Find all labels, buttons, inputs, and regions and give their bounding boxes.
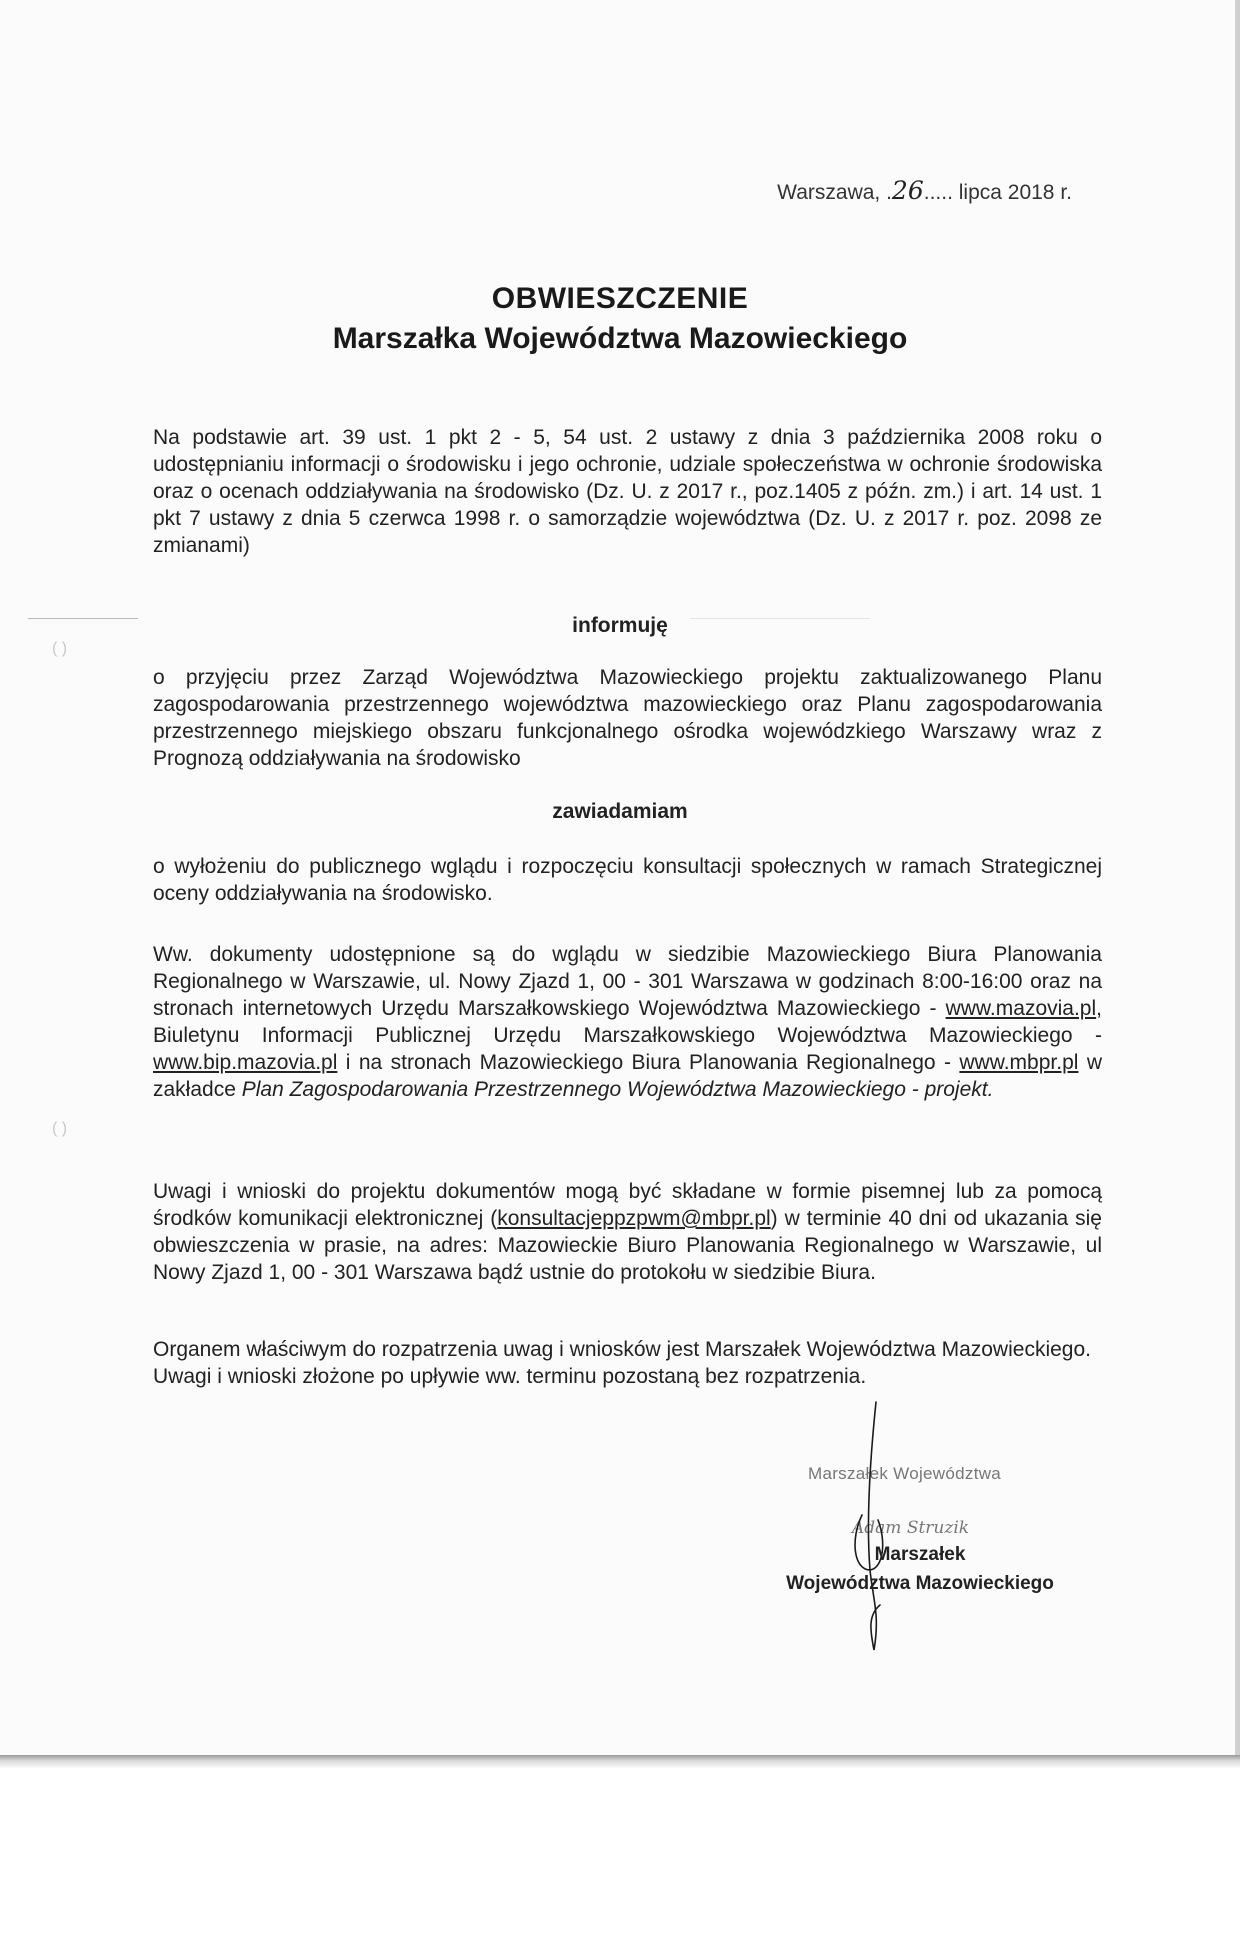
date-place: Warszawa, [777,181,881,204]
link-mazovia[interactable]: www.mazovia.pl [945,997,1097,1020]
document-subtitle: Marszałka Województwa Mazowieckiego [332,322,908,355]
documents-paragraph [153,941,1102,1103]
signature-stamp-line: Marszałek Województwa [808,1464,1002,1483]
documents-tab-name: Plan Zagospodarowania Przestrzennego Województwa Mazowieckiego - projekt. [241,1078,994,1101]
inform-paragraph: o przyjęciu przez Zarząd Województwa Mazowieckiego projektu zaktualizowanego Planu zagospodarowania przestrzennego województwa mazowieckiego oraz Planu zagospodarowania przestrzennego miejskiego obszaru funkcjonalnego ośrodka wojewódzkiego Warszawy wraz z Prognozą oddziaływania na środowisko [153,666,1102,770]
documents-text: Ww. dokumenty udostępnione są do wglądu w siedzibie Mazowieckiego Biura Planowania Regionalnego w Warszawie, ul. Nowy Zjazd 1, 00 - 301 Warszawa w godzinach 8:00-16:00 oraz na stronach internetowych Urzędu Marszałkowskiego Województwa Mazowieckiego - [153,943,1102,1020]
scan-bottom-edge [0,1755,1240,1769]
handwritten-signature [840,1400,920,1660]
authority-paragraph [153,1336,1102,1390]
remarks-text: Uwagi i wnioski do projektu dokumentów mogą być składane w formie pisemnej lub za pomocą środków komunikacji elektronicznej ( [153,1180,1102,1230]
scan-artifact: ( ) [52,640,68,657]
link-bip-mazovia[interactable]: www.bip.mazovia.pl [153,1051,338,1074]
link-mbpr[interactable]: www.mbpr.pl [959,1051,1079,1074]
date-day-handwritten: 26 [891,176,924,205]
remarks-paragraph [153,1178,1102,1286]
signatory-title: Marszałek [874,1544,966,1565]
document-date: Warszawa, .26..... lipca 2018 r. [777,176,1072,205]
document-title: OBWIESZCZENIE [491,282,749,315]
email-link[interactable]: konsultacjeppzpwm@mbpr.pl [497,1207,771,1230]
late-remarks-text: Uwagi i wnioski złożone po upływie ww. terminu pozostaną bez rozpatrzenia. [153,1365,867,1388]
scan-artifact: ( ) [52,1120,68,1137]
documents-text: i na stronach Mazowieckiego Biura Planowania Regionalnego - [337,1051,960,1074]
documents-text: w zakładce [153,1051,1102,1101]
heading-notify: zawiadamiam [552,800,688,823]
heading-inform: informuję [572,614,668,637]
scan-right-edge [1235,0,1240,1769]
signatory-office: Województwa Mazowieckiego [786,1573,1054,1594]
remarks-text: ) w terminie 40 dni od ukazania się obwieszczenia w prasie, na adres: Mazowieckie Biuro Planowania Regionalnego w Warszawie, ul Nowy Zjazd 1, 00 - 301 Warszawa bądź ustnie do protokołu w siedzibie Biura. [153,1207,1102,1284]
authority-text: Organem właściwym do rozpatrzenia uwag i wniosków jest Marszałek Województwa Mazowieckiego. [153,1338,1091,1361]
notify-paragraph: o wyłożeniu do publicznego wglądu i rozpoczęciu konsultacji społecznych w ramach Strategicznej oceny oddziaływania na środowisko. [153,855,1102,905]
signature-stamp-name: Adam Struzik [852,1518,970,1538]
date-month-year: lipca 2018 r. [958,181,1072,204]
documents-text: , Biuletynu Informacji Publicznej Urzędu Marszałkowskiego Województwa Mazowieckiego - [153,997,1102,1047]
legal-basis-paragraph: Na podstawie art. 39 ust. 1 pkt 2 - 5, 54 ust. 2 ustawy z dnia 3 października 2008 roku o udostępnianiu informacji o środowisku i jego ochronie, udziale społeczeństwa w ochronie środowiska oraz o ocenach oddziaływania na środowisko (Dz. U. z 2017 r., poz.1405 z późn. zm.) i art. 14 ust. 1 pkt 7 ustawy z dnia 5 czerwca 1998 r. o samorządzie województwa (Dz. U. z 2017 r. poz. 2098 ze zmianami) [153,426,1102,557]
